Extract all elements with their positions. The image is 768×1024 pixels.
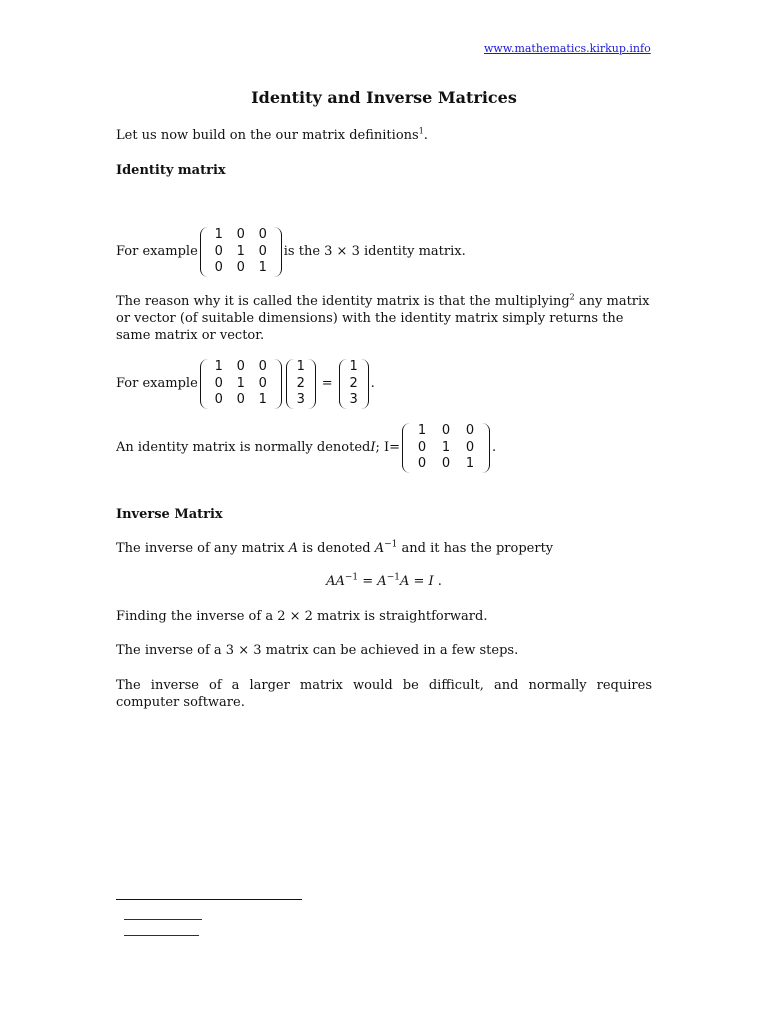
symbol-a-inverse: A (374, 541, 385, 556)
right-paren (274, 359, 282, 409)
right-paren (308, 359, 316, 409)
formula-end: . (433, 574, 442, 589)
vector-entry: 2 (296, 375, 305, 391)
example-1-prefix: For example (116, 244, 198, 260)
vector-entries (347, 359, 361, 409)
identity-matrix-3x3 (200, 359, 282, 409)
matrix-entry: 0 (236, 260, 245, 275)
page-title: Identity and Inverse Matrices (251, 88, 517, 107)
matrix-entry: 0 (214, 375, 223, 391)
property-part-1: The inverse of any matrix (116, 541, 289, 556)
column-vector (286, 359, 316, 409)
formula-a3: A (399, 574, 410, 589)
reason-part-2: any matrix or vector (of suitable dimensions) with the identity matrix simply returns the same matrix or vector. (116, 294, 650, 343)
matrix-entry: 1 (236, 375, 245, 391)
footnote-ref-2[interactable]: 2 (569, 292, 575, 302)
matrix-entry: 0 (417, 439, 427, 455)
matrix-entry: 0 (214, 243, 223, 259)
matrix-entry: 1 (417, 423, 427, 438)
inverse-matrix-heading: Inverse Matrix (116, 507, 223, 522)
matrix-entry: 1 (258, 392, 267, 407)
example-1-suffix: is the 3 × 3 identity matrix. (283, 244, 466, 260)
matrix-entry: 0 (236, 359, 245, 374)
footnote-separator (116, 899, 302, 900)
formula-aa: AA (326, 574, 345, 589)
vector-entry: 2 (349, 375, 358, 391)
left-paren (286, 359, 294, 409)
identity-example-2 (116, 359, 652, 409)
denoted-prefix: An identity matrix is normally denoted (116, 440, 371, 456)
inverse-property-formula (0, 574, 768, 589)
right-paren (274, 227, 282, 277)
matrix-entry: 0 (441, 423, 451, 438)
identity-example-1 (116, 227, 652, 277)
identity-symbol: I (370, 440, 376, 456)
result-vector (339, 359, 369, 409)
formula-eq-2: = (409, 574, 429, 589)
vector-entries (294, 359, 308, 409)
left-paren (339, 359, 347, 409)
left-paren (200, 227, 208, 277)
left-paren (402, 423, 410, 473)
footnote-ref-1[interactable]: 1 (418, 126, 424, 136)
header-site-link[interactable]: www.mathematics.kirkup.info (484, 42, 651, 55)
matrix-entry: 0 (258, 359, 267, 374)
inverse-2x2-paragraph: Finding the inverse of a 2 × 2 matrix is straightforward. (116, 609, 488, 624)
formula-eq-1: = (358, 574, 378, 589)
inverse-property-paragraph (116, 540, 652, 557)
matrix-entry: 1 (214, 227, 223, 242)
formula-sup-2: −1 (386, 572, 400, 583)
formula-sup-1: −1 (344, 572, 359, 583)
inverse-3x3-paragraph: The inverse of a 3 × 3 matrix can be achieved in a few steps. (116, 643, 519, 658)
denoted-end: . (492, 440, 497, 456)
inverse-larger-paragraph: The inverse of a larger matrix would be difficult, and normally requires computer software. (116, 678, 652, 710)
matrix-entry: 0 (258, 227, 267, 242)
matrix-entry: 0 (214, 392, 223, 407)
matrix-entry: 1 (258, 260, 267, 275)
vector-entry: 3 (296, 392, 305, 407)
identity-matrix-3x3 (402, 423, 490, 473)
matrix-entry: 0 (258, 375, 267, 391)
left-paren (200, 359, 208, 409)
right-paren (361, 359, 369, 409)
matrix-entries (208, 359, 274, 409)
matrix-entry: 0 (258, 243, 267, 259)
matrix-entry: 0 (236, 227, 245, 242)
identity-matrix-heading: Identity matrix (116, 163, 226, 178)
intro-end: . (423, 128, 428, 143)
formula-i: I (428, 574, 434, 589)
identity-reason-paragraph (116, 293, 652, 344)
matrix-entry: 1 (441, 439, 451, 455)
denoted-middle: ; I= (375, 440, 401, 456)
matrix-entries (208, 227, 274, 277)
example-2-prefix: For example (116, 376, 198, 392)
intro-text: Let us now build on the our matrix definitions (116, 128, 419, 143)
matrix-entry: 0 (214, 260, 223, 275)
matrix-entry: 0 (236, 392, 245, 407)
matrix-entries (410, 423, 482, 473)
matrix-entry: 1 (214, 359, 223, 374)
footnote-link-2[interactable] (124, 935, 199, 936)
vector-entry: 3 (349, 392, 358, 407)
matrix-entry: 1 (236, 243, 245, 259)
identity-matrix-3x3 (200, 227, 282, 277)
property-part-2: is denoted (298, 541, 375, 556)
superscript-minus-one: −1 (384, 539, 398, 550)
formula-a2: A (377, 574, 387, 589)
equals-sign: = (321, 376, 333, 392)
right-paren (482, 423, 490, 473)
symbol-a: A (288, 541, 299, 556)
intro-paragraph (116, 127, 652, 144)
matrix-entry: 0 (465, 423, 475, 438)
matrix-entry: 1 (465, 456, 475, 471)
reason-part-1: The reason why it is called the identity matrix is that the multiplying (116, 294, 570, 309)
footnote-link-1[interactable] (124, 919, 202, 920)
example-2-end: . (370, 376, 375, 392)
identity-denoted-line (116, 423, 652, 473)
vector-entry: 1 (349, 359, 358, 374)
property-part-3: and it has the property (397, 541, 554, 556)
matrix-entry: 0 (417, 456, 427, 471)
vector-entry: 1 (296, 359, 305, 374)
matrix-entry: 0 (441, 456, 451, 471)
matrix-entry: 0 (465, 439, 475, 455)
